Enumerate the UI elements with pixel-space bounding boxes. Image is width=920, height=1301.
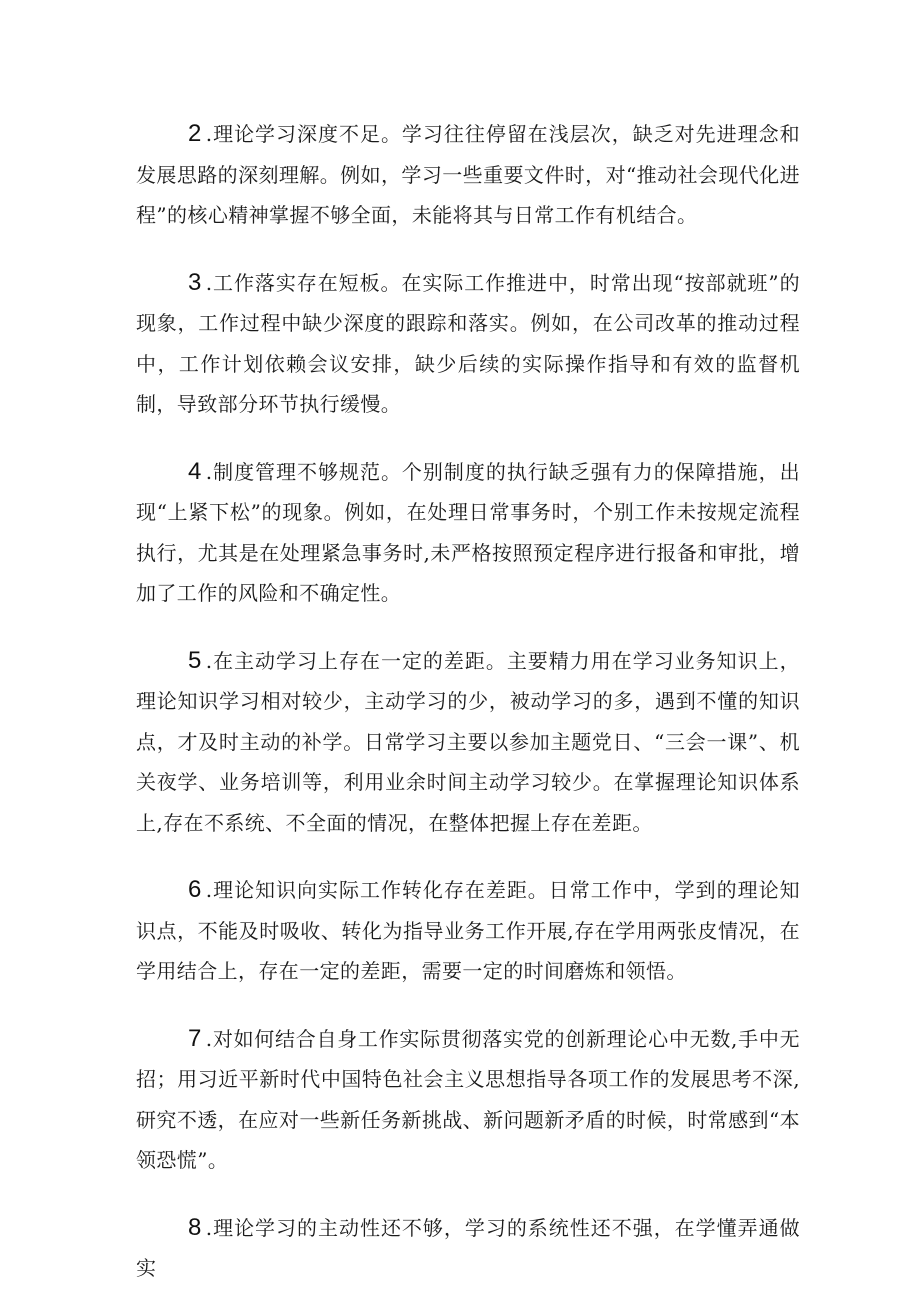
- paragraph-item-3: [136, 263, 800, 425]
- paragraph-text: .工作落实存在短板。在实际工作推进中，时常出现“按部就班”的现象，工作过程中缺少深度的跟踪和落实。例如，在公司改革的推动过程中，工作计划依赖会议安排，缺少后续的实际操作指导和有效的监督机制，导致部分环节执行缓慢。: [136, 270, 800, 416]
- paragraph-text: .理论学习的主动性还不够，学习的系统性还不强，在学懂弄通做实: [136, 1215, 800, 1280]
- item-number: 2: [188, 120, 202, 147]
- paragraph-item-4: [136, 452, 800, 614]
- paragraph-item-8: [136, 1208, 800, 1289]
- item-number: 8: [188, 1213, 202, 1241]
- paragraph-item-2: [136, 114, 800, 236]
- item-number: 5: [188, 646, 202, 674]
- paragraph-item-6: [136, 870, 800, 992]
- paragraph-text: .理论学习深度不足。学习往往停留在浅层次，缺乏对先进理念和发展思路的深刻理解。例如，学习一些重要文件时，对“推动社会现代化进程”的核心精神掌握不够全面，未能将其与日常工作有机结合。: [136, 122, 800, 227]
- item-number: 6: [188, 876, 202, 903]
- paragraph-text: .理论知识向实际工作转化存在差距。日常工作中，学到的理论知识点，不能及时吸收、转化为指导业务工作开展,存在学用两张皮情况，在学用结合上，存在一定的差距，需要一定的时间磨炼和领悟。: [136, 878, 800, 983]
- item-number: 3: [188, 268, 202, 296]
- paragraph-text: .制度管理不够规范。个别制度的执行缺乏强有力的保障措施，出现“上紧下松”的现象。例如，在处理日常事务时，个别工作未按规定流程执行，尤其是在处理紧急事务时,未严格按照预定程序进行报备和审批，增加了工作的风险和不确定性。: [136, 459, 800, 605]
- paragraph-text: .对如何结合自身工作实际贯彻落实党的创新理论心中无数,手中无招；用习近平新时代中国特色社会主义思想指导各项工作的发展思考不深,研究不透，在应对一些新任务新挑战、新问题新矛盾的时候，时常感到“本领恐慌”。: [136, 1026, 800, 1172]
- paragraph-item-7: [136, 1019, 800, 1181]
- item-number: 7: [188, 1024, 202, 1052]
- paragraph-text: .在主动学习上存在一定的差距。主要精力用在学习业务知识上，理论知识学习相对较少，主动学习的少，被动学习的多，遇到不懂的知识点，才及时主动的补学。日常学习主要以参加主题党日、“三会一课”、机关夜学、业务培训等，利用业余时间主动学习较少。在掌握理论知识体系上,存在不系统、不全面的情况，在整体把握上存在差距。: [136, 648, 800, 835]
- item-number: 4: [188, 457, 202, 485]
- paragraph-item-5: [136, 641, 800, 844]
